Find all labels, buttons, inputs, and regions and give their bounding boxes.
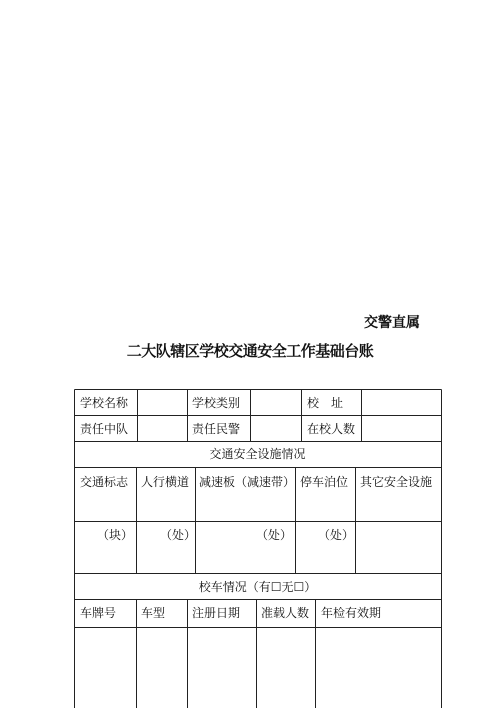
- document-title: 二大队辖区学校交通安全工作基础台账: [126, 342, 374, 360]
- bus-col-plate: 车牌号: [80, 606, 117, 620]
- officer-label: 责任民警: [192, 422, 241, 436]
- bus-col-inspection: 年检有效期: [321, 606, 382, 620]
- facility-col-parking: 停车泊位: [300, 475, 349, 489]
- school-name-label: 学校名称: [80, 396, 129, 410]
- bus-header: 校车情况（有☐无☐）: [198, 580, 317, 594]
- squadron-label: 责任中队: [80, 422, 129, 436]
- unit-crosswalk: （处）: [160, 528, 197, 542]
- students-label: 在校人数: [307, 422, 356, 436]
- facility-col-signs: 交通标志: [80, 475, 129, 489]
- unit-signs: （块）: [97, 528, 134, 542]
- unit-speed-bump: （处）: [256, 528, 293, 542]
- facilities-header: 交通安全设施情况: [209, 447, 306, 461]
- address-label: 校 址: [307, 396, 344, 410]
- bus-col-model: 车型: [141, 606, 166, 620]
- facility-col-other: 其它安全设施: [360, 475, 433, 489]
- school-type-label: 学校类别: [192, 396, 241, 410]
- bus-col-capacity: 准载人数: [261, 606, 310, 620]
- facility-col-crosswalk: 人行横道: [141, 475, 190, 489]
- unit-parking: （处）: [318, 528, 355, 542]
- facility-col-speed-bump: 减速板（减速带）: [199, 475, 296, 489]
- bus-col-register-date: 注册日期: [192, 606, 241, 620]
- issuing-unit: 交警直属: [364, 315, 420, 331]
